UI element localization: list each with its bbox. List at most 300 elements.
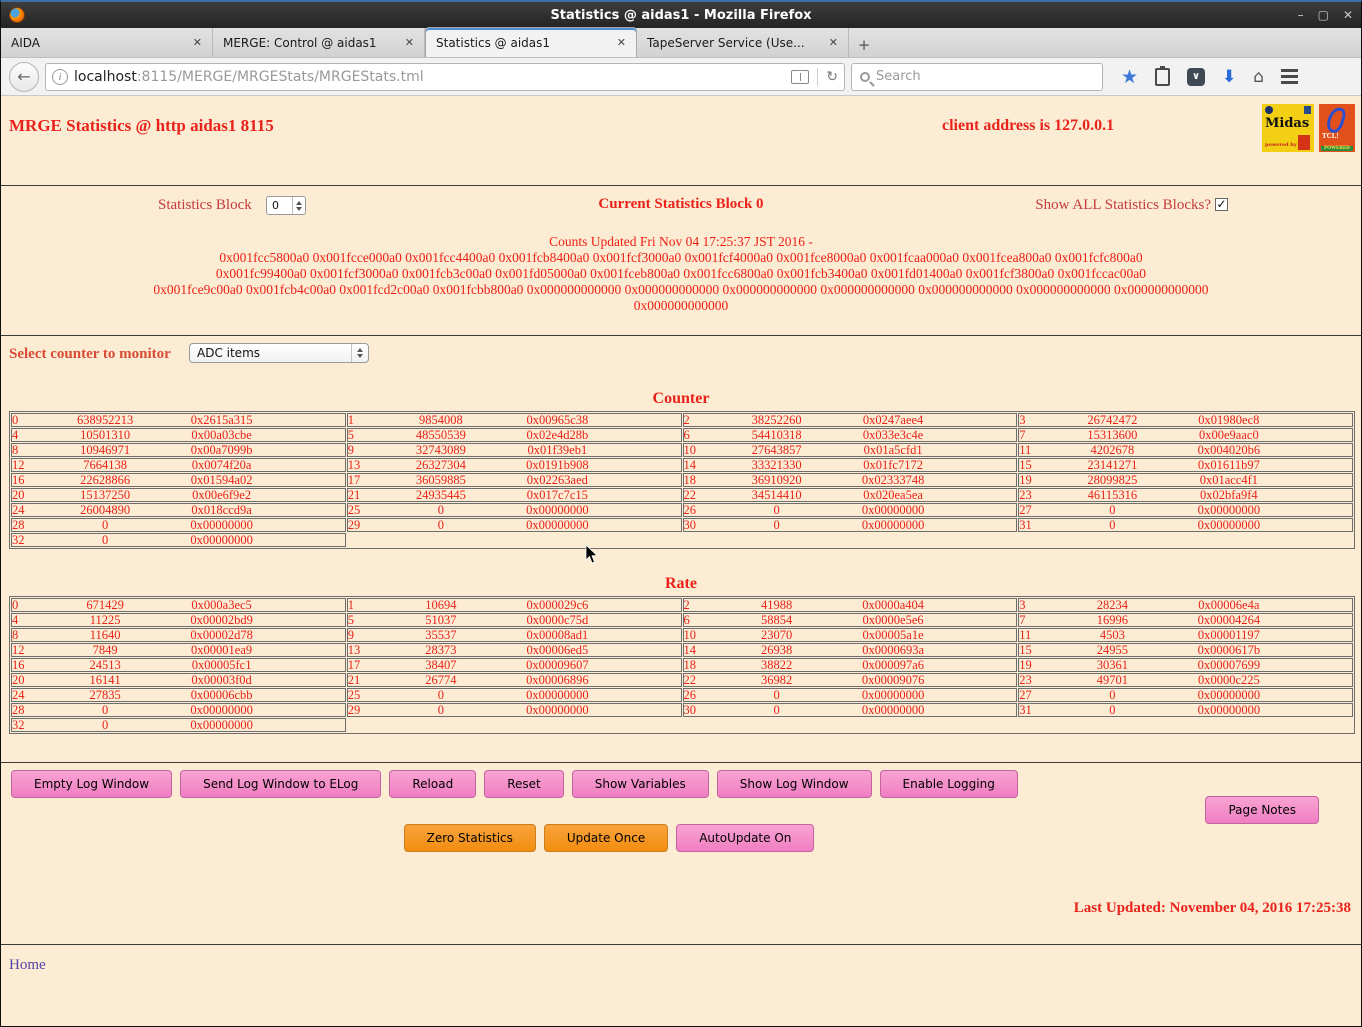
stat-idx: 11 (1019, 443, 1032, 457)
stat-cell (1018, 518, 1353, 532)
stat-hex: 0x00009607 (526, 658, 589, 672)
divider (817, 68, 818, 86)
stat-hex: 0x00000000 (526, 518, 589, 532)
update-button[interactable]: Zero Statistics (404, 824, 536, 852)
midas-badge-icon (1298, 135, 1310, 150)
url-path: :8115/MERGE/MRGEStats/MRGEStats.tml (136, 68, 424, 85)
stat-hex: 0x00001ea9 (191, 643, 253, 657)
stat-cell (11, 598, 346, 612)
statistics-block-label: Statistics Block (158, 197, 252, 213)
stat-row (11, 598, 1353, 612)
stat-cell (683, 413, 1018, 427)
stat-dec: 24955 (1096, 643, 1129, 657)
stat-dec: 638952213 (77, 413, 134, 427)
stat-idx: 16 (12, 473, 25, 487)
stat-row (11, 488, 1353, 502)
stat-idx: 3 (1019, 413, 1026, 427)
stat-idx: 2 (683, 598, 690, 612)
tcl-powered-label: POWERED (1321, 146, 1353, 151)
stat-hex: 0x00000000 (190, 718, 253, 732)
stat-idx: 23 (1019, 488, 1032, 502)
stat-cell (1018, 688, 1353, 702)
tab-tapeserver[interactable] (637, 28, 849, 57)
stat-dec: 26004890 (80, 503, 131, 517)
stat-hex: 0x00000000 (1197, 503, 1261, 517)
chevron-updown-icon[interactable] (351, 344, 368, 362)
stat-dec: 28373 (425, 643, 457, 657)
counter-table (9, 411, 1355, 549)
window-title: Statistics @ aidas1 - Mozilla Firefox (550, 7, 812, 23)
midas-powered-label: powered by (1265, 142, 1297, 148)
stat-idx: 26 (683, 503, 696, 517)
page-content (1, 96, 1361, 1026)
counts-block (1, 234, 1361, 314)
stat-hex: 0x01980ec8 (1198, 413, 1260, 427)
stat-cell (11, 413, 346, 427)
url-bar[interactable] (45, 63, 845, 91)
button-row-1 (11, 770, 1351, 798)
stat-hex: 0x00006e4a (1198, 598, 1260, 612)
stat-hex: 0x00000000 (190, 703, 253, 717)
stat-cell (1018, 503, 1353, 517)
stat-cell (1018, 428, 1353, 442)
stat-idx: 22 (683, 488, 696, 502)
action-button[interactable]: Send Log Window to ELog (180, 770, 381, 798)
stat-dec: 22628866 (80, 473, 131, 487)
search-placeholder: Search (876, 69, 921, 84)
show-all-label: Show ALL Statistics Blocks? (1035, 197, 1211, 213)
tab-close-icon[interactable]: ✕ (404, 36, 414, 49)
stat-hex: 0x02e4d28b (526, 428, 589, 442)
rate-title: Rate (665, 575, 697, 592)
navigation-bar (1, 58, 1361, 96)
stat-hex: 0x00000000 (861, 703, 925, 717)
stat-dec: 10694 (425, 598, 457, 612)
stat-hex: 0x00009076 (861, 673, 925, 687)
stat-idx: 12 (12, 643, 25, 657)
stat-hex: 0x00006cbb (190, 688, 253, 702)
stat-idx: 29 (347, 703, 361, 717)
stat-cell (11, 503, 346, 517)
pocket-icon[interactable]: ∨ (1187, 68, 1205, 86)
stat-dec: 48550539 (415, 428, 466, 442)
tab-label: MERGE: Control @ aidas1 (223, 35, 377, 50)
download-icon[interactable]: ⬇ (1222, 66, 1237, 87)
stat-idx: 8 (12, 443, 19, 457)
stat-hex: 0x00001197 (1197, 628, 1260, 642)
stat-idx: 10 (683, 628, 696, 642)
stat-idx: 19 (1019, 658, 1032, 672)
stat-cell (11, 688, 346, 702)
stat-dec: 0 (102, 718, 109, 732)
stat-dec: 34514410 (751, 488, 802, 502)
stat-hex: 0x00006ed5 (526, 643, 589, 657)
stat-idx: 22 (683, 673, 696, 687)
stat-dec: 671429 (86, 598, 124, 612)
window-titlebar (1, 2, 1361, 28)
stat-dec: 0 (1109, 703, 1116, 717)
stat-hex: 0x00000000 (526, 688, 589, 702)
stat-hex: 0x0000a404 (862, 598, 925, 612)
stat-idx: 4 (12, 613, 19, 627)
stat-cell (1018, 458, 1353, 472)
stat-idx: 10 (683, 443, 696, 457)
stat-hex: 0x00000000 (1197, 703, 1261, 717)
stat-dec: 0 (102, 533, 109, 547)
stat-cell (347, 458, 682, 472)
stat-cell (1018, 488, 1353, 502)
stat-hex: 0x00008ad1 (526, 628, 589, 642)
stat-idx: 6 (683, 428, 690, 442)
stat-dec: 38822 (761, 658, 793, 672)
back-icon[interactable]: ← (9, 62, 39, 92)
bookmark-star-icon[interactable]: ★ (1121, 65, 1139, 88)
stat-dec: 28234 (1096, 598, 1129, 612)
stat-dec: 26774 (425, 673, 457, 687)
stat-cell (1018, 643, 1353, 657)
stat-cell (11, 718, 346, 732)
tab-label: AIDA (11, 35, 40, 50)
stat-hex: 0x00e6f9e2 (192, 488, 252, 502)
stat-cell (347, 688, 682, 702)
home-link[interactable]: Home (9, 957, 46, 973)
stat-cell (683, 473, 1018, 487)
stat-dec: 0 (437, 503, 445, 517)
stat-cell (347, 518, 682, 532)
stat-idx: 28 (12, 703, 25, 717)
stat-idx: 25 (347, 503, 361, 517)
statistics-block-value: 0 (272, 199, 279, 212)
counter-select[interactable] (189, 343, 369, 363)
stat-hex: 0x01611b97 (1197, 458, 1260, 472)
tab-close-icon[interactable]: ✕ (616, 36, 626, 49)
page-notes-button[interactable]: Page Notes (1205, 796, 1319, 824)
menu-icon[interactable] (1281, 69, 1298, 84)
stat-hex: 0x000a3ec5 (191, 598, 252, 612)
stat-cell (683, 628, 1018, 642)
counts-line: 0x000000000000 (633, 298, 729, 313)
stat-cell (11, 518, 346, 532)
stat-idx: 30 (683, 703, 696, 717)
stat-dec: 0 (437, 703, 445, 717)
counts-line: 0x001fcc5800a0 0x001fcce000a0 0x001fcc4400a0 0x001fcb8400a0 0x001fcf3000a0 0x001fcf4000a0 0x001fce8000a0 0x001fcaa000a0 0x001fcea800a0 0x001fcfc800a0 (219, 250, 1143, 265)
stat-cell (347, 443, 682, 457)
stat-cell (11, 643, 346, 657)
stat-dec: 0 (1109, 688, 1116, 702)
stat-dec: 0 (1109, 518, 1116, 532)
stat-hex: 0x017c7c15 (526, 488, 588, 502)
tcl-parrot-icon (1324, 105, 1347, 135)
stat-idx: 9 (347, 443, 354, 457)
stat-dec: 15137250 (80, 488, 131, 502)
stat-dec: 10946971 (80, 443, 131, 457)
stat-cell (347, 503, 682, 517)
stat-hex: 0x0000c225 (1197, 673, 1260, 687)
stat-row (11, 428, 1353, 442)
tcl-logo[interactable] (1319, 104, 1355, 152)
action-button[interactable]: Show Log Window (717, 770, 872, 798)
action-button[interactable]: Reload (389, 770, 476, 798)
new-tab-button[interactable]: + (857, 36, 871, 54)
stat-cell (347, 598, 682, 612)
stat-dec: 0 (437, 688, 445, 702)
stat-dec: 36059885 (415, 473, 466, 487)
stat-dec: 0 (1109, 503, 1116, 517)
stat-cell (347, 413, 682, 427)
stat-dec: 32743089 (415, 443, 466, 457)
stat-idx: 7 (1019, 613, 1026, 627)
stat-idx: 8 (12, 628, 19, 642)
stat-idx: 0 (12, 598, 19, 612)
stat-idx: 17 (347, 473, 361, 487)
stat-cell (683, 598, 1018, 612)
stat-row (11, 533, 1353, 547)
midas-logo[interactable] (1262, 104, 1314, 152)
stat-hex: 0x01acc4f1 (1199, 473, 1259, 487)
stat-cell (347, 473, 682, 487)
stat-dec: 0 (773, 518, 780, 532)
stat-idx: 18 (683, 658, 696, 672)
stat-hex: 0x020ea5ea (863, 488, 923, 502)
stat-hex: 0x02263aed (526, 473, 588, 487)
midas-shield-icon (1304, 106, 1311, 114)
stat-idx: 32 (12, 533, 25, 547)
stat-cell (683, 488, 1018, 502)
stat-hex: 0x00965c38 (526, 413, 589, 427)
stat-row (11, 613, 1353, 627)
stat-cell (11, 443, 346, 457)
current-block-heading: Current Statistics Block 0 (598, 196, 764, 212)
readinglist-icon[interactable] (791, 70, 809, 84)
stat-row (11, 443, 1353, 457)
stat-idx: 14 (683, 643, 696, 657)
stat-dec: 0 (102, 703, 109, 717)
stat-dec: 26938 (761, 643, 793, 657)
stat-row (11, 503, 1353, 517)
stat-dec: 51037 (425, 613, 457, 627)
stat-cell-empty (347, 533, 1353, 547)
stat-cell (11, 673, 346, 687)
stat-cell (347, 488, 682, 502)
stat-cell (347, 643, 682, 657)
stat-hex: 0x00000000 (861, 503, 925, 517)
stat-cell (11, 703, 346, 717)
stat-row (11, 628, 1353, 642)
stat-dec: 0 (773, 688, 780, 702)
stat-dec: 9854008 (419, 413, 463, 427)
counter-select-value: ADC items (197, 346, 261, 360)
stat-hex: 0x0000617b (1197, 643, 1261, 657)
stat-dec: 36982 (761, 673, 793, 687)
stat-idx: 3 (1019, 598, 1026, 612)
action-button[interactable]: Show Variables (572, 770, 709, 798)
stat-cell (1018, 413, 1353, 427)
stat-cell (683, 673, 1018, 687)
stat-dec: 0 (773, 703, 780, 717)
stat-row (11, 703, 1353, 717)
stat-cell (683, 503, 1018, 517)
stat-hex: 0x00000000 (861, 688, 925, 702)
page-title: MRGE Statistics @ http aidas1 8115 (9, 116, 274, 135)
stat-cell (11, 658, 346, 672)
stat-hex: 0x00002d78 (190, 628, 253, 642)
stat-cell (683, 643, 1018, 657)
stat-cell (347, 658, 682, 672)
home-icon[interactable]: ⌂ (1253, 66, 1265, 87)
stat-dec: 30361 (1096, 658, 1129, 672)
stat-idx: 0 (12, 413, 19, 427)
stat-dec: 23141271 (1087, 458, 1138, 472)
stat-row (11, 718, 1353, 732)
stat-idx: 24 (12, 503, 25, 517)
clipboard-icon[interactable] (1155, 68, 1170, 86)
tab-close-icon[interactable]: ✕ (192, 36, 202, 49)
stat-dec: 27643857 (751, 443, 802, 457)
stat-dec: 16996 (1096, 613, 1129, 627)
stat-row (11, 658, 1353, 672)
counter-title: Counter (652, 390, 710, 407)
select-counter-label: Select counter to monitor (9, 346, 171, 362)
stat-hex: 0x00000000 (526, 503, 589, 517)
stat-row (11, 673, 1353, 687)
stat-hex: 0x00a7099b (190, 443, 253, 457)
stat-idx: 26 (683, 688, 696, 702)
stat-dec: 41988 (761, 598, 793, 612)
divider (1, 762, 1361, 763)
stat-idx: 20 (12, 488, 25, 502)
stat-cell (683, 703, 1018, 717)
info-icon[interactable]: i (52, 69, 68, 85)
stat-idx: 13 (347, 643, 361, 657)
action-button[interactable]: Empty Log Window (11, 770, 172, 798)
stat-hex: 0x00004264 (1197, 613, 1261, 627)
stat-cell (683, 688, 1018, 702)
stat-hex: 0x0000693a (862, 643, 925, 657)
reload-icon[interactable]: ↻ (826, 68, 838, 85)
stat-cell (1018, 598, 1353, 612)
stat-hex: 0x00000000 (1197, 518, 1261, 532)
stat-idx: 1 (347, 598, 354, 612)
stat-dec: 11225 (89, 613, 121, 627)
stat-idx: 20 (12, 673, 25, 687)
stat-hex: 0x00007699 (1197, 658, 1261, 672)
counts-line: 0x001fce9c00a0 0x001fcb4c00a0 0x001fcd2c00a0 0x001fcbb800a0 0x000000000000 0x000000000000 0x000000000000 0x000000000000 0x000000000000 0x000000000000 0x000000000000 (153, 282, 1209, 297)
stat-hex: 0x00003f0d (191, 673, 252, 687)
stat-idx: 17 (347, 658, 361, 672)
tab-statistics[interactable] (425, 27, 637, 57)
stat-row (11, 473, 1353, 487)
stat-idx: 27 (1019, 503, 1032, 517)
stat-hex: 0x033e3c4e (862, 428, 924, 442)
update-button[interactable]: AutoUpdate On (676, 824, 814, 852)
action-button[interactable]: Enable Logging (880, 770, 1018, 798)
stat-cell (1018, 613, 1353, 627)
stat-dec: 28099825 (1087, 473, 1138, 487)
stat-dec: 0 (437, 518, 445, 532)
stat-idx: 23 (1019, 673, 1032, 687)
stat-cell (11, 613, 346, 627)
stat-hex: 0x02333748 (861, 473, 925, 487)
stat-hex: 0x00000000 (190, 518, 253, 532)
stat-idx: 15 (1019, 458, 1032, 472)
close-button[interactable]: ✕ (1342, 8, 1353, 22)
stat-dec: 4503 (1099, 628, 1125, 642)
stat-cell (1018, 443, 1353, 457)
stat-idx: 15 (1019, 643, 1032, 657)
divider (1, 335, 1361, 336)
counts-line: Counts Updated Fri Nov 04 17:25:37 JST 2016 - (549, 234, 813, 249)
stat-dec: 10501310 (80, 428, 131, 442)
stat-idx: 28 (12, 518, 25, 532)
search-icon (860, 72, 870, 82)
stat-hex: 0x000029c6 (526, 598, 589, 612)
stat-row (11, 688, 1353, 702)
client-address: client address is 127.0.0.1 (942, 117, 1115, 134)
stat-hex: 0x00005fc1 (191, 658, 252, 672)
midas-dot-icon (1265, 106, 1273, 114)
show-all-checkbox[interactable]: ✓ (1216, 197, 1227, 211)
stat-cell (11, 428, 346, 442)
stat-hex: 0x01a5cfd1 (863, 443, 923, 457)
stat-dec: 7664138 (83, 458, 128, 472)
stat-idx: 24 (12, 688, 25, 702)
action-button[interactable]: Reset (484, 770, 564, 798)
tab-aida[interactable] (1, 28, 213, 57)
stat-idx: 29 (347, 518, 361, 532)
stat-cell (347, 703, 682, 717)
tab-close-icon[interactable]: ✕ (828, 36, 838, 49)
stat-cell (683, 658, 1018, 672)
button-row-2 (1, 824, 1217, 852)
update-button[interactable]: Update Once (544, 824, 668, 852)
stat-cell (11, 473, 346, 487)
stat-hex: 0x018ccd9a (191, 503, 252, 517)
stat-idx: 5 (347, 428, 354, 442)
stat-cell (347, 673, 682, 687)
stat-hex: 0x0000e5e6 (862, 613, 924, 627)
stat-idx: 21 (347, 488, 361, 502)
stat-idx: 12 (12, 458, 25, 472)
stat-dec: 26742472 (1087, 413, 1138, 427)
stat-dec: 15313600 (1087, 428, 1138, 442)
stat-idx: 2 (683, 413, 690, 427)
stat-dec: 38252260 (751, 413, 802, 427)
stat-idx: 31 (1019, 518, 1032, 532)
tab-bar (1, 28, 1361, 58)
stat-dec: 11640 (89, 628, 121, 642)
stat-dec: 16141 (89, 673, 121, 687)
stat-idx: 25 (347, 688, 361, 702)
stat-dec: 24513 (89, 658, 121, 672)
stat-hex: 0x00000000 (526, 703, 589, 717)
tab-label: Statistics @ aidas1 (436, 35, 551, 50)
stat-row (11, 518, 1353, 532)
search-input[interactable] (851, 63, 1103, 91)
tcl-label: TCL! (1322, 132, 1339, 140)
stat-cell (1018, 473, 1353, 487)
minimize-button[interactable]: – (1297, 8, 1304, 22)
stat-idx: 7 (1019, 428, 1026, 442)
stat-row (11, 643, 1353, 657)
stat-dec: 36910920 (751, 473, 802, 487)
stat-dec: 27835 (89, 688, 121, 702)
stat-row (11, 413, 1353, 427)
tab-merge-control[interactable] (213, 28, 425, 57)
stat-hex: 0x00000000 (861, 518, 925, 532)
stat-cell (11, 533, 346, 547)
maximize-button[interactable]: ▢ (1317, 8, 1329, 22)
stat-cell (347, 428, 682, 442)
